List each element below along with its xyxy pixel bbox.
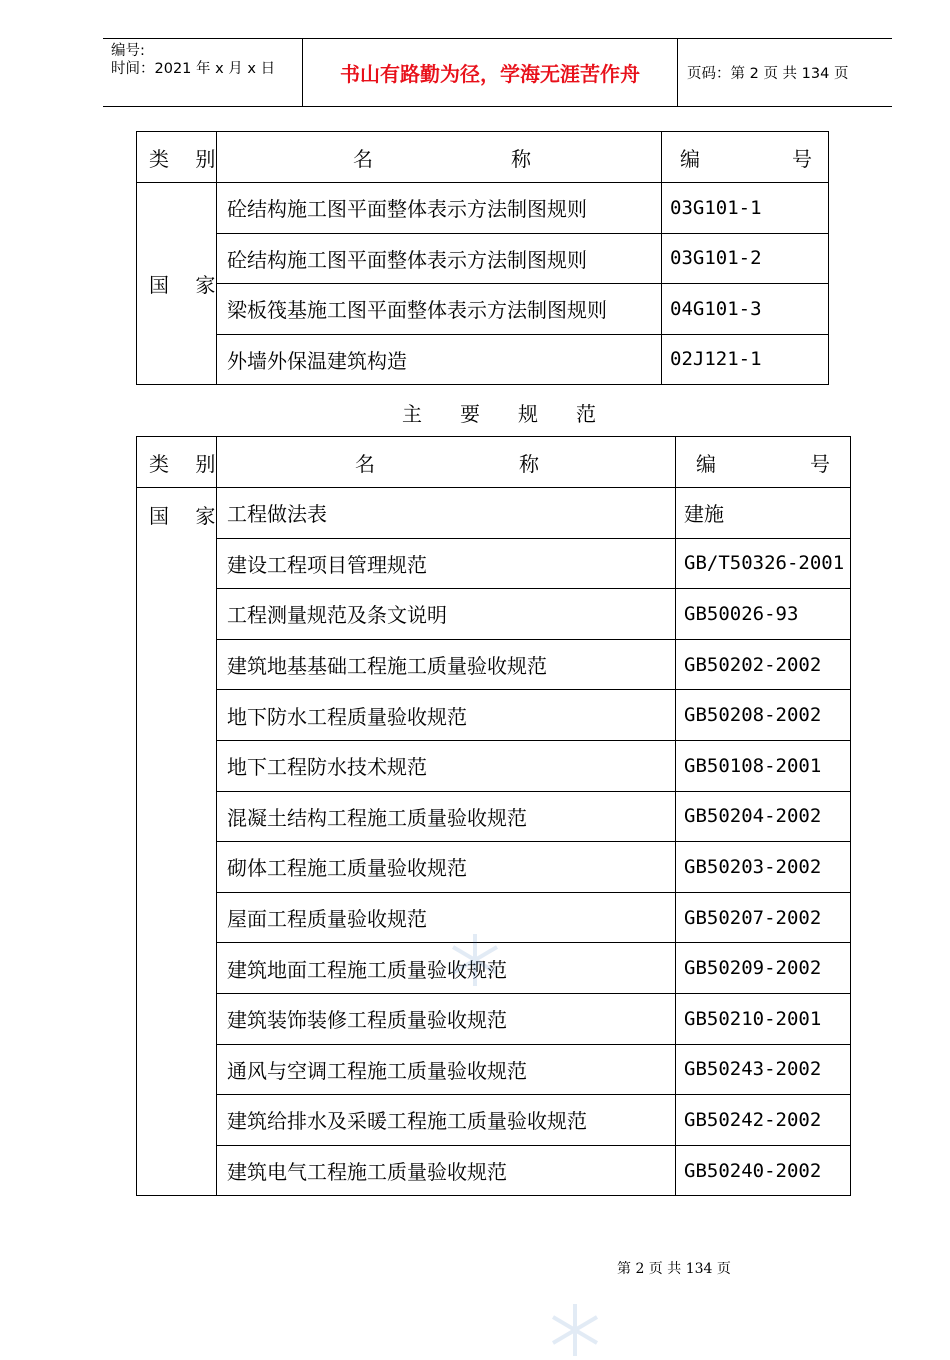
snowflake-watermark-icon (545, 1300, 605, 1360)
standard-name: 地下防水工程质量验收规范 (217, 690, 676, 741)
category-cell: 国 家 (137, 488, 217, 1196)
header-code: 编 号 (662, 132, 829, 183)
standard-name: 梁板筏基施工图平面整体表示方法制图规则 (217, 284, 662, 335)
table-row (137, 183, 829, 234)
serial-label: 编号: (111, 43, 145, 59)
category-cell: 国 家 (137, 183, 217, 385)
standard-code: GB50204-2002 (676, 791, 851, 842)
standard-code: GB/T50326-2001 (676, 538, 851, 589)
header-code: 编 号 (676, 437, 851, 488)
header-category: 类 别 (137, 437, 217, 488)
time-label: 时间：2021 年 x 月 x 日 (111, 61, 276, 77)
standard-code: 建施 (676, 488, 851, 539)
drawing-atlas-table (136, 131, 829, 385)
standard-name: 建筑装饰装修工程质量验收规范 (217, 993, 676, 1044)
table-row (137, 690, 851, 741)
standard-name: 屋面工程质量验收规范 (217, 892, 676, 943)
standard-code: 04G101-3 (662, 284, 829, 335)
standard-code: GB50210-2001 (676, 993, 851, 1044)
table-row (137, 639, 851, 690)
standard-name: 建筑地基基础工程施工质量验收规范 (217, 639, 676, 690)
standard-name: 建筑给排水及采暖工程施工质量验收规范 (217, 1095, 676, 1146)
section-title: 主 要 规 范 (402, 402, 596, 426)
header-motto: 书山有路勤为径，学海无涯苦作舟 (303, 39, 678, 106)
standard-name: 建筑地面工程施工质量验收规范 (217, 943, 676, 994)
standard-code: 02J121-1 (662, 334, 829, 385)
table-row (137, 1145, 851, 1196)
page-footer: 第 2 页 共 134 页 (617, 1261, 731, 1277)
table-row (137, 842, 851, 893)
table-row (137, 488, 851, 539)
header-name: 名 称 (217, 437, 676, 488)
table-row (137, 993, 851, 1044)
standard-name: 砼结构施工图平面整体表示方法制图规则 (217, 233, 662, 284)
standard-code: GB50242-2002 (676, 1095, 851, 1146)
standard-name: 砼结构施工图平面整体表示方法制图规则 (217, 183, 662, 234)
table-row (137, 1044, 851, 1095)
standard-code: GB50203-2002 (676, 842, 851, 893)
header-name: 名 称 (217, 132, 662, 183)
standard-code: 03G101-2 (662, 233, 829, 284)
table-row (137, 791, 851, 842)
table-header-row (137, 132, 829, 183)
main-standards-table (136, 436, 851, 1196)
standard-name: 混凝土结构工程施工质量验收规范 (217, 791, 676, 842)
standard-name: 建设工程项目管理规范 (217, 538, 676, 589)
standard-code: GB50108-2001 (676, 740, 851, 791)
standard-name: 通风与空调工程施工质量验收规范 (217, 1044, 676, 1095)
standard-code: GB50208-2002 (676, 690, 851, 741)
header-category: 类 别 (137, 132, 217, 183)
standard-name: 砌体工程施工质量验收规范 (217, 842, 676, 893)
page-header (103, 38, 892, 107)
standard-code: GB50209-2002 (676, 943, 851, 994)
table-header-row (137, 437, 851, 488)
table-row (137, 538, 851, 589)
snowflake-watermark-icon (445, 930, 505, 990)
table-row (137, 589, 851, 640)
standard-name: 工程做法表 (217, 488, 676, 539)
standard-code: 03G101-1 (662, 183, 829, 234)
standard-name: 外墙外保温建筑构造 (217, 334, 662, 385)
standard-code: GB50240-2002 (676, 1145, 851, 1196)
table-row (137, 1095, 851, 1146)
standard-code: GB50207-2002 (676, 892, 851, 943)
header-meta (103, 39, 303, 106)
table-row (137, 284, 829, 335)
standard-code: GB50243-2002 (676, 1044, 851, 1095)
standard-code: GB50202-2002 (676, 639, 851, 690)
table-row (137, 233, 829, 284)
table-row (137, 740, 851, 791)
standard-name: 地下工程防水技术规范 (217, 740, 676, 791)
table-row (137, 334, 829, 385)
standard-name: 建筑电气工程施工质量验收规范 (217, 1145, 676, 1196)
standard-name: 工程测量规范及条文说明 (217, 589, 676, 640)
standard-code: GB50026-93 (676, 589, 851, 640)
header-page-code: 页码：第 2 页 共 134 页 (687, 66, 849, 82)
